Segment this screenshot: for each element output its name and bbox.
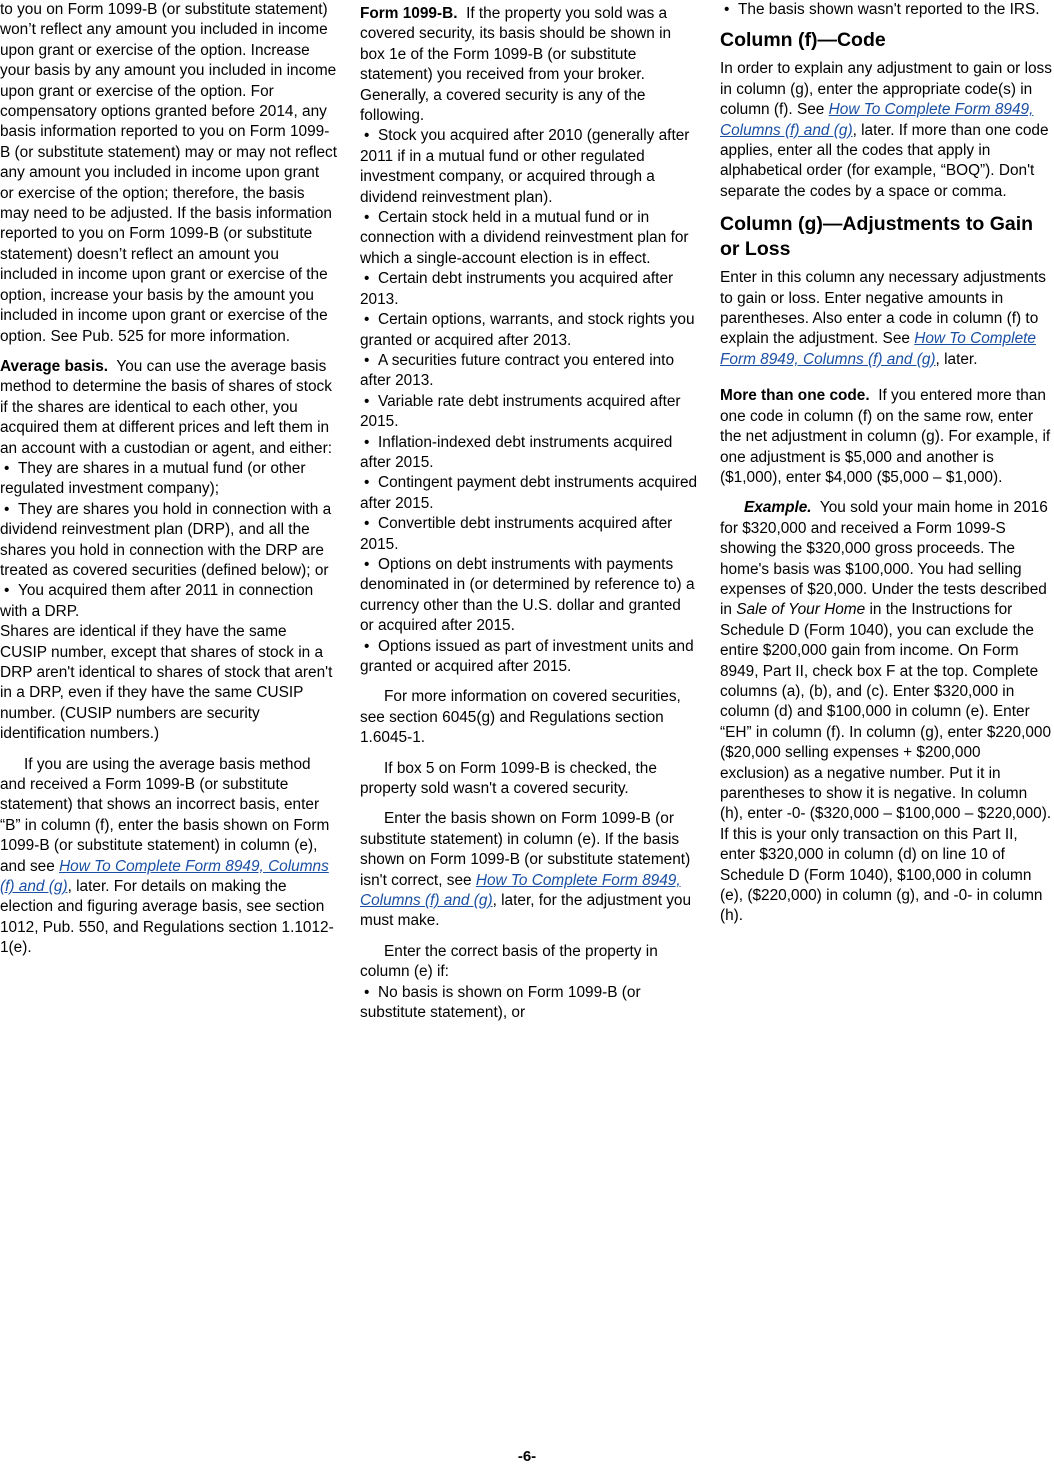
- bullet-item: • Convertible debt instruments acquired after 2015.: [360, 514, 698, 555]
- bullet-item: • Contingent payment debt instruments acquired after 2015.: [360, 473, 698, 514]
- paragraph-example: Example. You sold your main home in 2016 for $320,000 and received a Form 1099-S showing the $320,000 gross proceeds. The home's basis was $100,000. You had selling expenses of $20,000. Under the tests described in Sale of Your Home in the Instructions for Schedule D (Form 1040), you can exclude the entire $200,000 gain from income. On Form 8949, Part II, check box F at the top. Complete columns (a), (b), and (c). Enter $320,000 in column (d) and $100,000 in column (e). Enter “EH” in column (f). In column (g), enter $220,000 ($20,000 selling expenses + $200,000 exclusion) as a negative number. Put it in parentheses to show it is negative. In column (h), enter -0- ($320,000 – $100,000 – $220,000). If this is your only transaction on this Part II, enter $320,000 in column (d) on line 10 of Schedule D (Form 1040), $100,000 in column (e), ($220,000) in column (g), and -0- in column (h).: [720, 499, 1052, 925]
- paragraph-column-g: Enter in this column any necessary adjustments to gain or loss. Enter negative amounts in parentheses. Also enter a code in column (f) to explain the adjustment. See How To Complete Form 8949, Columns (f) and (g), later.: [720, 269, 1046, 368]
- run-in-heading-form-1099b: Form 1099-B.: [360, 5, 458, 22]
- paragraph-average-basis-incorrect: If you are using the average basis method and received a Form 1099-B (or substitute statement) that shows an incorrect basis, enter “B” in column (f), enter the basis shown on Form 1099-B (or substitute statement) in column (e), and see How To Complete Form 8949, Columns (f) and (g), later. For details on making the election and figuring average basis, see section 1012, Pub. 550, and Regulations section 1.1012-1(e).: [0, 755, 334, 957]
- bullet-item: • Certain stock held in a mutual fund or in connection with a dividend reinvestment plan for which a single-account election is in effect.: [360, 208, 698, 269]
- bullet-item: • Inflation-indexed debt instruments acquired after 2015.: [360, 433, 698, 474]
- bullet-item: • Certain options, warrants, and stock rights you granted or acquired after 2013.: [360, 310, 698, 351]
- bullet-item: • Stock you acquired after 2010 (generally after 2011 if in a mutual fund or other regulated investment company, or acquired through a dividend reinvestment plan).: [360, 126, 698, 208]
- bullet-item: • Variable rate debt instruments acquired after 2015.: [360, 392, 698, 433]
- column-middle: [360, 4, 698, 1024]
- bullet-item: • They are shares you hold in connection with a dividend reinvestment plan (DRP), and all the shares you hold in connection with the DRP are treated as covered securities (defined below); or: [0, 500, 337, 582]
- paragraph-box-5: If box 5 on Form 1099-B is checked, the property sold wasn't a covered security.: [360, 759, 657, 798]
- paragraph-form-1099b: Form 1099-B. If the property you sold was a covered security, its basis should be shown in box 1e of the Form 1099-B (or substitute statement) you received from your broker. Generally, a covered security is any of the following.: [360, 5, 672, 125]
- heading-column-f-code: Column (f)—Code: [720, 29, 886, 52]
- column-right: [720, 0, 1054, 937]
- paragraph-average-basis: [0, 357, 337, 459]
- paragraph-more-than-one-code: More than one code. If you entered more than one code in column (f) on the same row, enter the net adjustment in column (g). For example, if one adjustment is $5,000 and another is ($1,000), enter $4,000 ($5,000 – $1,000).: [720, 387, 1051, 486]
- bullet-item: • They are shares in a mutual fund (or other regulated investment company);: [0, 459, 337, 500]
- reference-sale-of-your-home: Sale of Your Home: [736, 601, 866, 619]
- bullet-item: • The basis shown wasn't reported to the IRS.: [720, 0, 1054, 20]
- paragraph-options-basis: to you on Form 1099-B (or substitute statement) won’t reflect any amount you included in income upon grant or exercise of the option. Increase your basis by any amount you included in income upon grant or exercise of the option. For compensatory options granted before 2014, any basis information reported to you on Form 1099-B (or substitute statement) may or may not reflect any amount you included in income upon grant or exercise of the option; therefore, the basis may need to be adjusted. If the basis information reported to you on Form 1099-B (or substitute statement) doesn’t reflect an amount you included in income upon grant or exercise of the option, increase your basis by the amount you included in income upon grant or exercise of the option. See Pub. 525 for more information.: [0, 1, 338, 345]
- link-how-to-complete-form-8949[interactable]: How To Complete Form 8949, Columns (f) and (g): [720, 101, 1034, 139]
- paragraph-identical-shares: Shares are identical if they have the same CUSIP number, except that shares of stock in a DRP aren't identical to shares of stock that aren't in a DRP, even if they have the same CUSIP number. (CUSIP numbers are security identification numbers.): [0, 623, 333, 743]
- paragraph-enter-basis: Enter the basis shown on Form 1099-B (or substitute statement) in column (e). If the basis shown on Form 1099-B (or substitute statement) isn't correct, see How To Complete Form 8949, Columns (f) and (g), later, for the adjustment you must make.: [360, 810, 692, 930]
- bullet-item: • You acquired them after 2011 in connection with a DRP.: [0, 581, 337, 622]
- bullet-item: • No basis is shown on Form 1099-B (or substitute statement), or: [360, 983, 698, 1024]
- paragraph-correct-basis: Enter the correct basis of the property in column (e) if:: [360, 942, 658, 981]
- run-in-heading-more-than-one-code: More than one code.: [720, 387, 870, 405]
- run-in-heading-average-basis: Average basis.: [0, 357, 109, 375]
- paragraph-column-f: In order to explain any adjustment to gain or loss in column (g), enter the appropriate code(s) in column (f). See How To Complete Form 8949, Columns (f) and (g), later. If more than one code applies, enter all the codes that apply in alphabetical order (for example, “BOQ”). Don't separate the codes by a space or comma.: [720, 60, 1052, 200]
- link-how-to-complete-form-8949[interactable]: How To Complete Form 8949, Columns (f) and (g): [720, 330, 1036, 368]
- heading-column-g-adjustments: Column (g)—Adjustments to Gain or Loss: [720, 213, 1034, 261]
- link-how-to-complete-form-8949[interactable]: How To Complete Form 8949, Columns (f) and (g): [360, 871, 681, 910]
- bullet-item: • Options on debt instruments with payments denominated in (or determined by reference to) a currency other than the U.S. dollar and granted or acquired after 2015.: [360, 555, 698, 637]
- paragraph-covered-securities: For more information on covered securities, see section 6045(g) and Regulations section 1.6045-1.: [360, 688, 681, 747]
- column-left: [0, 0, 337, 969]
- bullet-item: • A securities future contract you entered into after 2013.: [360, 351, 698, 392]
- bullet-item: • Certain debt instruments you acquired after 2013.: [360, 269, 698, 310]
- page-number: -6-: [517, 1448, 537, 1465]
- link-how-to-complete-form-8949[interactable]: How To Complete Form 8949, Columns (f) and (g): [0, 857, 329, 896]
- run-in-heading-example: Example.: [744, 499, 812, 517]
- average-basis-text: You can use the average basis method to determine the basis of shares of stock if the shares are identical to each other, you acquired them at different prices and left them in an account with a custodian or agent, and either:: [0, 357, 332, 457]
- bullet-item: • Options issued as part of investment units and granted or acquired after 2015.: [360, 637, 698, 678]
